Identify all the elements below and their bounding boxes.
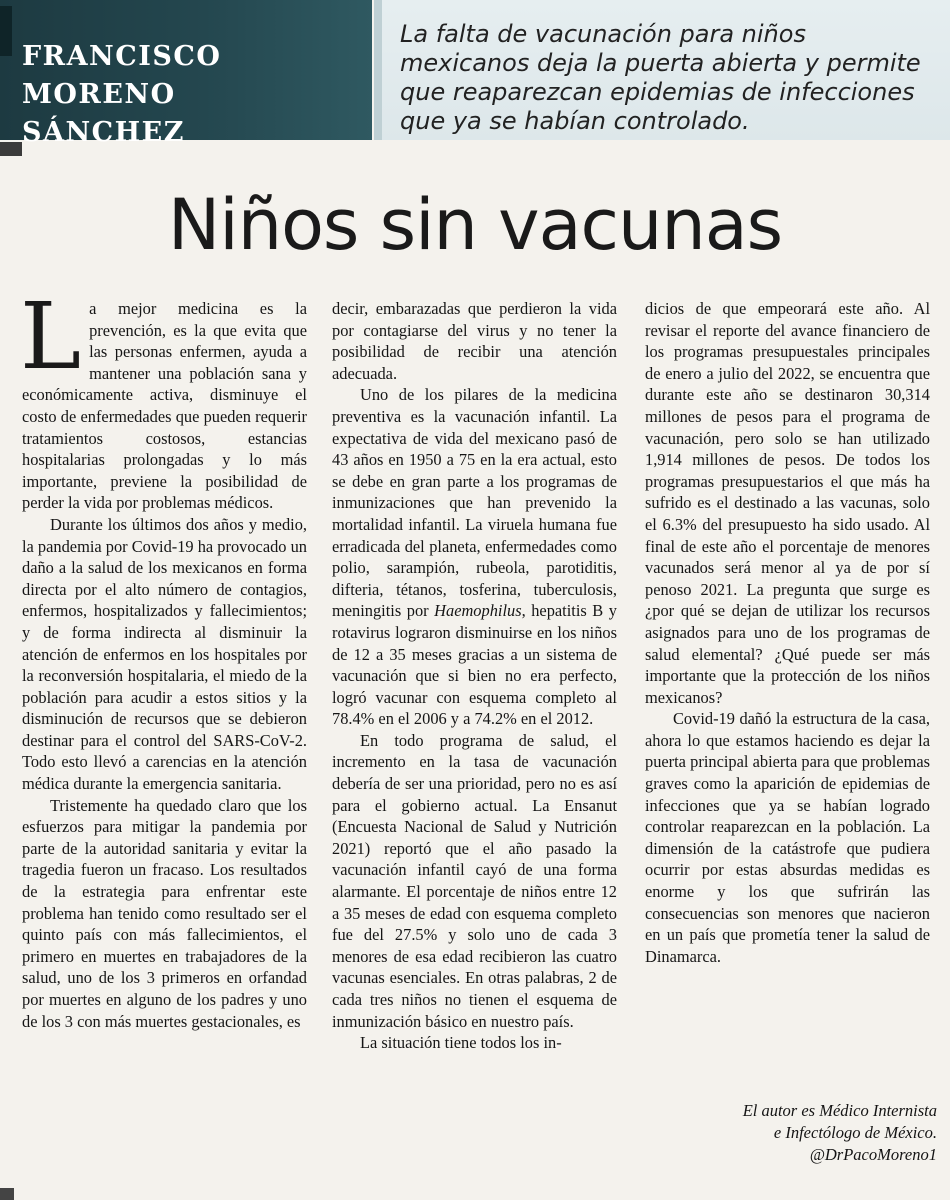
paragraph: dicios de que empeorará este año. Al revisar el reporte del avance financiero de los programas presupuestales principales de enero a julio del 2022, se encuentra que durante este año se destinaron 30,314 millones de pesos para el programa de vacunación, pero solo se han utilizado 1,914 millones de pesos. De todos los programas presupuestarios el que más ha sufrido es el destinado a las vacunas, solo el 6.3% del presupuesto ha sido usado. Al final de este año el porcentaje de menores vacunados será menor al ya de por sí penoso 2021. La pregunta que surge es ¿por qué se dejan de utilizar los recursos asignados para uno de los programas de salud elemental? ¿Qué puede ser más importante que la protección de los niños mexicanos?: [645, 299, 930, 707]
article-title: Niños sin vacunas: [167, 184, 783, 266]
drop-cap: L: [20, 283, 82, 390]
header-accent-block: [0, 6, 12, 56]
paragraph: [20, 283, 307, 514]
author-handle: @DrPacoMoreno1: [809, 1145, 937, 1164]
footer-corner-mark: [0, 1188, 14, 1200]
paragraph-text: a mejor medicina es la prevención, es la que evita que las personas enfermen, ayuda a mantener una población sana y económicamente activa, disminuye el costo de enfermedades que pueden requerir tratamientos costosos, estancias hospitalarias prolongadas y lo más importante, previene la posibilidad de perder la vida por problemas médicos.: [22, 299, 307, 513]
tagline-box: [374, 0, 950, 140]
paragraph: Durante los últimos dos años y medio, la pandemia por Covid-19 ha provocado un daño a la salud de los mexicanos en forma directa por el alto número de contagios, enfermos, hospitalizados y fallecimientos; y de forma indirecta al disminuir la atención de enfermos en los hospitales por la reconversión hospitalaria, el miedo de la población para acudir a estos sitios y la disminución de recursos que se debieron destinar para el control del SARS-CoV-2. Todo esto llevó a carencias en la atención médica durante la emergencia sanitaria.: [22, 514, 307, 794]
signoff-line: El autor es Médico Internista: [742, 1101, 937, 1120]
author-name-line2: SÁNCHEZ: [22, 117, 185, 148]
paragraph-text: , hepatitis B y rotavirus lograron disminuirse en los niños de 12 a 35 meses gracias a un sistema de vacunación que si bien no era perfecto, logró vacunar con esquema completo al 78.4% en el 2006 y a 74.2% en el 2012.: [332, 601, 617, 729]
tagline-rule: [374, 0, 382, 140]
article-column-3: [645, 298, 930, 967]
paragraph: decir, embarazadas que perdieron la vida por contagiarse del virus y no tener la posibilidad de recibir una atención adecuada.: [332, 299, 617, 383]
header-corner-mark: [0, 142, 22, 156]
paragraph: Covid-19 dañó la estructura de la casa, ahora lo que estamos haciendo es dejar la puerta principal abierta para que problemas graves como la aparición de epidemias de infecciones que ya se habían logrado controlar reaparezcan en la población. La dimensión de la catástrofe que pudiera ocurrir por estas absurdas medidas es enorme y los que sufrirán las consecuencias son menores que nacieron en un país que prometía tener la salud de Dinamarca.: [645, 709, 930, 966]
signoff-line: e Infectólogo de México.: [773, 1123, 937, 1142]
author-name-line1: FRANCISCO MORENO: [22, 41, 222, 110]
author-signoff: [645, 1100, 937, 1166]
column-header: [0, 0, 950, 148]
paragraph: En todo programa de salud, el incremento en la tasa de vacunación debería de ser una prioridad, pero no es así para el gobierno actual. La Ensanut (Encuesta Nacional de Salud y Nutrición 2021) reportó que el año pasado la vacunación infantil cayó de una forma alarmante. El porcentaje de niños entre 12 a 35 meses de edad con esquema completo fue del 27.5% y solo uno de cada 3 menores de esa edad recibieron las cuatro vacunas esenciales. En otras palabras, 2 de cada tres niños no tienen el esquema de inmunización básico en nuestro país.: [332, 730, 617, 1031]
article-column-2: [332, 298, 617, 1054]
author-box: [0, 0, 372, 148]
paragraph: La situación tiene todos los in-: [360, 1033, 562, 1053]
paragraph: [332, 384, 617, 730]
author-name: [22, 38, 362, 152]
paragraph: Tristemente ha quedado claro que los esfuerzos para mitigar la pandemia por parte de la autoridad sanitaria y evitar la tragedia fueron un fracaso. Los resultados de la estrategia para enfrentar este problema han tenido como resultado ser el quinto país con más fallecimientos, el primero en muertes en trabajadores de la salud, uno de los 3 primeros en orfandad por muertes en alguno de los padres y uno de los 3 con más muertes gestacionales, es: [22, 795, 307, 1031]
tagline: La falta de vacunación para niños mexicanos deja la puerta abierta y permite que reaparezcan epidemias de infecciones que ya se habían controlado.: [400, 20, 921, 135]
article-column-1: [20, 283, 307, 1032]
italic-term: Haemophilus: [434, 601, 522, 621]
paragraph-text: Uno de los pilares de la medicina preventiva es la vacunación infantil. La expectativa de vida del mexicano pasó de 43 años en 1950 a 75 en la era actual, esto se debe en gran parte a los programas de inmunizaciones que han prevenido la mortalidad infantil. La viruela humana fue erradicada del planeta, enfermedades como polio, sarampión, rubeola, parotiditis, difteria, tétanos, tosferina, tuberculosis, meningitis por: [332, 385, 617, 621]
